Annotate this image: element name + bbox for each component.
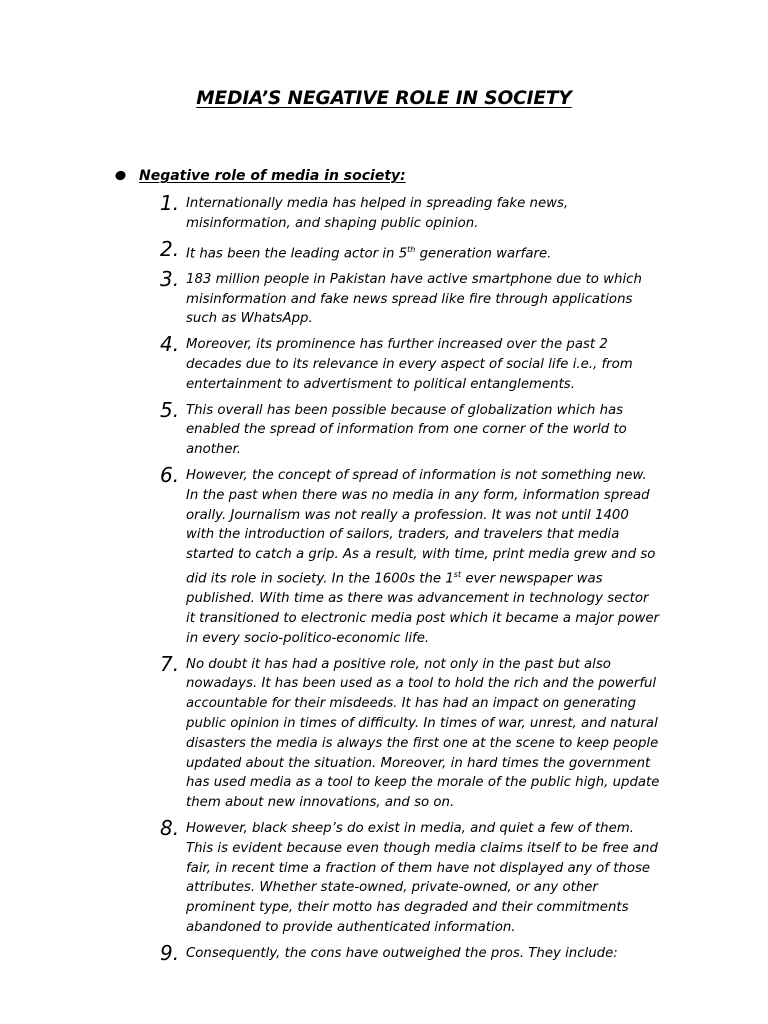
list-item-text: Moreover, its prominence has further increased over the past 2 decades due to its relevance in every aspect of social life i.e., from entertainment to advertisment to political entanglements.: [186, 337, 633, 392]
list-item: [160, 236, 660, 264]
section-heading-text: Negative role of media in society:: [139, 168, 406, 184]
numbered-list: [160, 191, 660, 970]
list-item-text-part: ever newspaper was published. With time as there was advancement in technology sector it transitioned to electronic media post which it became a major power in every socio-politico-economic life.: [186, 571, 659, 646]
list-number: 4.: [160, 332, 180, 357]
list-item-text: However, black sheep’s do exist in media, and quiet a few of them. This is evident because even though media claims itself to be free and fair, in recent time a fraction of them have not displayed any of those attributes. Whether state-owned, private-owned, or any other prominent type, their motto has degraded and their commitments abandoned to provide authenticated information.: [186, 820, 658, 935]
list-number: 6.: [160, 462, 180, 487]
list-number: 8.: [160, 815, 180, 840]
superscript: st: [453, 569, 462, 579]
list-item-text-part: generation warfare.: [415, 246, 552, 262]
list-item-text: This overall has been possible because of globalization which has enabled the spread of information from one corner of the world to another.: [186, 402, 627, 458]
list-item-text: Consequently, the cons have outweighed the pros. They include:: [186, 945, 618, 961]
list-number: 1.: [160, 191, 180, 215]
list-item: [160, 651, 660, 813]
list-number: 7.: [160, 651, 180, 676]
bullet-icon: [114, 170, 127, 182]
list-item-text: 183 million people in Pakistan have active smartphone due to which misinformation and fake news spread like fire through applications such as WhatsApp.: [186, 271, 642, 327]
list-item-text: Internationally media has helped in spreading fake news, misinformation, and shaping public opinion.: [186, 196, 569, 231]
list-item-text-part: It has been the leading actor in 5: [186, 246, 408, 262]
list-number: 2.: [160, 236, 180, 261]
list-item: [160, 462, 660, 649]
list-item: [160, 191, 660, 234]
list-number: 3.: [160, 266, 180, 291]
list-number: 9.: [160, 940, 180, 965]
list-item-text-part: However, the concept of spread of information is not something new. In the past when there was no media in any form, information spread orally. Journalism was not really a profession. It was not until 1400 with the introduction of sailors, traders, and travelers that media started to catch a grip. As a result, with time, print media grew and so did its role in society. In the 1600s the 1: [186, 467, 656, 587]
list-item-text: [186, 466, 660, 649]
page-title: MEDIA’S NEGATIVE ROLE IN SOCIETY: [196, 88, 572, 109]
list-number: 5.: [160, 397, 180, 422]
list-item: [160, 940, 660, 965]
list-item: [160, 332, 660, 394]
list-item-text: No doubt it has had a positive role, not only in the past but also nowadays. It has been used as a tool to hold the rich and the powerful accountable for their misdeeds. It has had an impact on generating public opinion in times of difficulty. In times of war, unrest, and natural disasters the media is always the first one at the scene to keep people updated about the situation. Moreover, in hard times the government has used media as a tool to keep the morale of the public high, update them about new innovations, and so on.: [186, 656, 660, 811]
list-item: [160, 815, 660, 938]
list-item: [160, 266, 660, 329]
list-item-text: [186, 240, 660, 264]
list-item: [160, 397, 660, 460]
superscript: th: [407, 244, 416, 254]
